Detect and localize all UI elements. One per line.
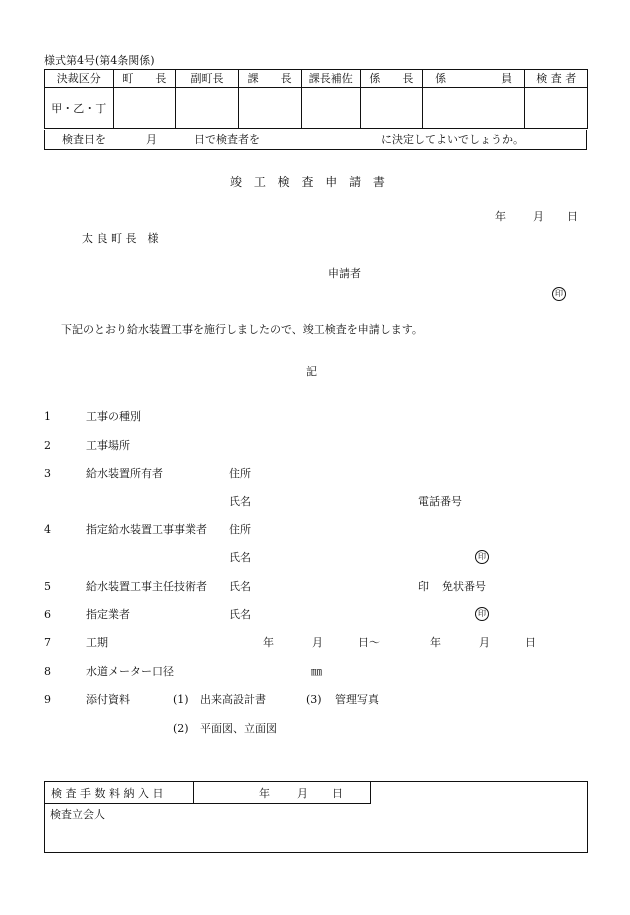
applicant-label: 申請者 (328, 267, 361, 280)
period-start-year: 年 (263, 636, 274, 649)
designated-seal: 印 (475, 607, 489, 621)
approval-header-deputy-mayor: 副町長 (176, 70, 239, 88)
item-9-num: 9 (44, 693, 51, 706)
ki-heading: 記 (306, 365, 317, 378)
designated-name-label: 氏名 (229, 608, 251, 621)
approval-header-deputy-chief: 課長補佐 (301, 70, 361, 88)
period-end-month: 月 (479, 636, 490, 649)
confirm-month: 月 (146, 133, 157, 146)
fee-month: 月 (297, 787, 308, 800)
attachment-1-label: 出来高設計書 (200, 693, 266, 706)
item-1-label: 工事の種別 (86, 410, 141, 423)
item-7-num: 7 (44, 636, 51, 649)
item-8-label: 水道メーター口径 (86, 665, 174, 678)
item-6-num: 6 (44, 608, 51, 621)
period-start-month: 月 (312, 636, 323, 649)
approval-cell-deputy-chief[interactable] (301, 88, 361, 129)
approval-table (44, 69, 588, 129)
approval-cell-deputy-mayor[interactable] (176, 88, 239, 129)
attachment-1-num: (1) (173, 693, 189, 706)
item-2-num: 2 (44, 439, 51, 452)
period-end-day: 日 (525, 636, 536, 649)
approval-cell-mayor[interactable] (113, 88, 176, 129)
owner-address-label: 住所 (229, 467, 251, 480)
approval-cell-staff[interactable] (422, 88, 525, 129)
form-number: 様式第4号(第4条関係) (44, 54, 155, 67)
item-1-num: 1 (44, 410, 51, 423)
approval-cell-inspector[interactable] (525, 88, 588, 129)
engineer-in-label: 印 (418, 580, 429, 593)
item-2-label: 工事場所 (86, 439, 130, 452)
fee-divider (193, 782, 194, 804)
approval-header-class: 決裁区分 (45, 70, 114, 88)
approval-class-value: 甲・乙・丁 (45, 88, 114, 129)
contractor-seal: 印 (475, 550, 489, 564)
approval-cell-subsection-chief[interactable] (361, 88, 423, 129)
attachment-2-num: (2) (173, 722, 189, 735)
owner-phone-label: 電話番号 (418, 495, 462, 508)
approval-header-mayor: 町 長 (113, 70, 176, 88)
item-4-label: 指定給水装置工事事業者 (86, 523, 207, 536)
approval-cell-section-chief[interactable] (238, 88, 301, 129)
approval-header-subsection-chief: 係 長 (361, 70, 423, 88)
fee-label: 検 査 手 数 料 納 入 日 (51, 787, 164, 800)
confirm-row (44, 130, 587, 150)
date-month: 月 (533, 210, 544, 223)
period-start-day: 日～ (358, 636, 380, 649)
owner-name-label: 氏名 (229, 495, 251, 508)
fee-day: 日 (332, 787, 343, 800)
item-5-num: 5 (44, 580, 51, 593)
item-4-num: 4 (44, 523, 51, 536)
item-7-label: 工期 (86, 636, 108, 649)
fee-date-row (45, 782, 371, 804)
engineer-name-label: 氏名 (229, 580, 251, 593)
attachment-3-label: 管理写真 (335, 693, 379, 706)
date-day: 日 (567, 210, 578, 223)
item-3-num: 3 (44, 467, 51, 480)
period-end-year: 年 (430, 636, 441, 649)
attachment-2-label: 平面図、立面図 (200, 722, 277, 735)
approval-header-section-chief: 課 長 (238, 70, 301, 88)
applicant-seal: 印 (552, 287, 566, 301)
confirm-day: 日で検査者を (194, 133, 260, 146)
item-5-label: 給水装置工事主任技術者 (86, 580, 207, 593)
confirm-label: 検査日を (62, 133, 106, 146)
engineer-license-label: 免状番号 (442, 580, 486, 593)
item-3-label: 給水装置所有者 (86, 467, 163, 480)
confirm-tail: に決定してよいでしょうか。 (381, 133, 524, 146)
meter-unit: ㎜ (311, 665, 322, 678)
item-9-label: 添付資料 (86, 693, 130, 706)
attachment-3-num: (3) (306, 693, 322, 706)
addressee: 太 良 町 長 様 (82, 232, 159, 245)
date-year: 年 (495, 210, 506, 223)
contractor-name-label: 氏名 (229, 551, 251, 564)
witness-label: 検査立会人 (50, 808, 105, 821)
fee-year: 年 (259, 787, 270, 800)
intro-text: 下記のとおり給水装置工事を施行しましたので、竣工検査を申請します。 (61, 323, 423, 336)
approval-header-inspector: 検 査 者 (525, 70, 588, 88)
contractor-address-label: 住所 (229, 523, 251, 536)
item-8-num: 8 (44, 665, 51, 678)
fee-box (44, 781, 588, 853)
item-6-label: 指定業者 (86, 608, 130, 621)
document-title: 竣 工 検 査 申 請 書 (230, 175, 389, 189)
approval-header-staff: 係 員 (422, 70, 525, 88)
